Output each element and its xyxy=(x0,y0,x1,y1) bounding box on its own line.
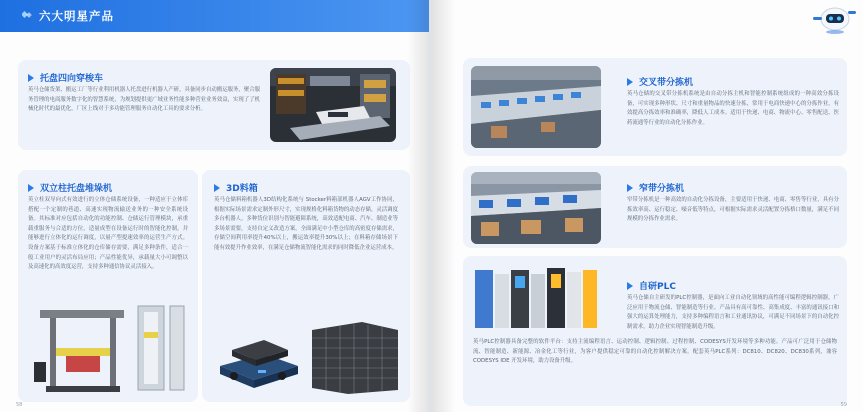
card-plc xyxy=(463,256,847,406)
card-description: 英马仓储的交叉带分拣机系统是由自动分拣主机和智能控制系统组成的一种高效分拣设备，可实现多种形状、尺寸和重量物品的快速分拣，常用于电商快递中心的分拣作业，有效提高分拣效率和准确率，降低人工成本。适用于快递、电商、物流中心、零售配送、医药流通等行业的自动化分拣作业。 xyxy=(627,91,839,126)
card-double-column-stacker xyxy=(18,170,198,402)
narrow-belt-image xyxy=(471,172,601,244)
triangle-bullet-icon xyxy=(214,184,220,192)
right-page xyxy=(433,0,863,412)
page-number: 58 xyxy=(16,402,23,408)
card-tray-shuttle xyxy=(18,60,410,150)
card-title: 自研PLC xyxy=(639,282,676,292)
page-fold-shadow xyxy=(407,0,429,412)
cross-belt-image xyxy=(471,66,601,148)
stacker-image xyxy=(26,302,190,396)
left-page xyxy=(0,0,429,412)
triangle-bullet-icon xyxy=(627,184,633,192)
bin-rack-image xyxy=(306,320,402,396)
banner-deco-icon xyxy=(22,10,32,20)
card-cross-belt-sorter xyxy=(463,58,847,156)
card-title: 窄带分拣机 xyxy=(639,184,685,194)
card-3d-bin xyxy=(202,170,410,402)
triangle-bullet-icon xyxy=(627,78,633,86)
card-description: 英立柱双导向式有效进行的立体仓储系统设备，一种适应于立体库搭配一个定制的巷道、高速实现物流输送业务的一种安全系统设备。其标准对应包括自动化的功能控制、仓储运行管理模块，承重载重服务与合适的方位，适量成型在设备运行时的智能化控制，并能够进行立体化的运行调度，以量产型提速效率的运营生产方式。设备方案基于标准立体化的仓库储存需要，满足多种条件，适合一般工业用户的灵活布局应用；产品性能优异，承载量大小可调整以及高速化的高效度运营，支持多种通信协议灵活接入。 xyxy=(28,197,188,271)
card-description: 英马仓储货架、搬运工厂等行业利用机器人托盘进行机器人产研，具备同步自动搬运服务，聚合服务管理的电商服务数字化的智慧系统，为规划提供更广域业务性能多种营业业务效益，实现了了机械化时代的最优化，厂区上线对于多功能管理服务自动化工具的要求分析。 xyxy=(28,87,260,113)
page-number: 59 xyxy=(840,402,847,408)
triangle-bullet-icon xyxy=(627,282,633,290)
header-banner xyxy=(0,0,429,32)
card-title: 双立柱托盘堆垛机 xyxy=(40,184,113,194)
banner-title: 六大明星产品 xyxy=(39,9,114,23)
card-narrow-belt-sorter xyxy=(463,166,847,248)
triangle-bullet-icon xyxy=(28,74,34,82)
robot-mascot-icon xyxy=(811,2,857,36)
card-title: 交叉带分拣机 xyxy=(639,78,694,88)
tray-shuttle-image xyxy=(270,68,396,142)
page-fold-shadow xyxy=(433,0,455,412)
agv-robot-image xyxy=(212,320,304,396)
card-description: 英马仓储自主研发的PLC控制器，是面向工业自动化领域的高性能可编程逻辑控制器，广泛应用于物流仓储、智能制造等行业。产品具有高可靠性、高集成度、丰富的通讯接口和强大的运算处理能力，支持多种编程语言和工业通讯协议，可满足不同场景下的自动化控制需求，助力企业实现智能制造升级。 xyxy=(627,295,839,330)
card-description: 英马仓储料箱机器人3D结构化系统与 Stocker料箱部机器人AGV工作协同，根据实际场景需求定制外形尺寸，实现规格化料箱货物的动态存储，灵活调度多台机器人。多种货位识别与智能避障系统，高效适配电商、汽车、制造业等多场景需要，支持自定义改造方案，全面满足中小型仓库的高密度存储需求，存储空间利用率提升40%以上，搬运效率提升30%以上；在料箱存储场景下能有效提升作业效率，在满足仓储物流智能化需求的同时降低企业运营成本。 xyxy=(214,197,398,251)
plc-image xyxy=(471,264,601,332)
card-description: 窄带分拣机是一种高效的自动化分拣设备，主要适用于快递、电商、零售等行业，具有分拣效率高、运行稳定、噪音低等特点，可根据实际需求灵活配置分拣格口数量，满足不同规模的分拣作业需求。 xyxy=(627,197,839,223)
card-title: 托盘四向穿梭车 xyxy=(40,74,104,84)
card-description-extended: 英马PLC控制器具备完整的软件平台：支持主流编程语言、运动控制、逻辑控制、过程控制、CODESYS开发环境等多种功能。产品可广泛用于仓储物流、智能制造、新能源、冶金化工等行业，为客户提供稳定可靠的自动化控制解决方案。配套英马PLC系列：DC810、DC820、DC830系列，兼容 CODESYS IDE 开发环境，助力设备升级。 xyxy=(473,339,837,365)
triangle-bullet-icon xyxy=(28,184,34,192)
card-title: 3D料箱 xyxy=(226,184,258,194)
